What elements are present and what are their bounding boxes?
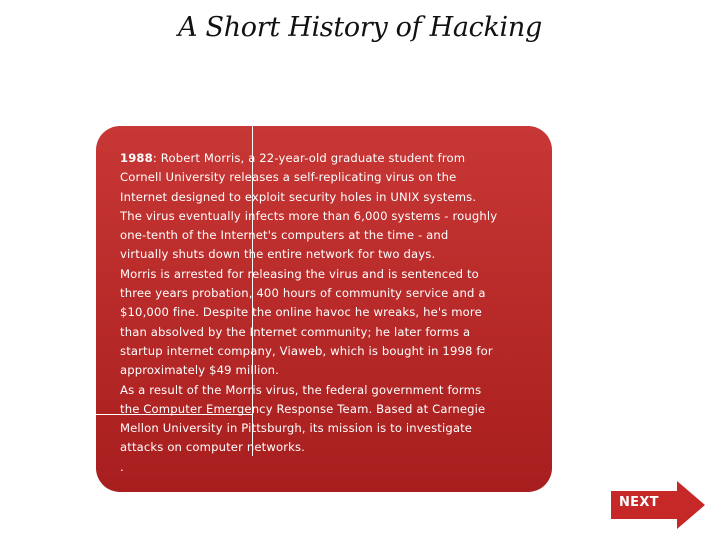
next-label: NEXT [619,495,659,510]
history-line: three years probation, 400 hours of community service and a [120,286,486,301]
history-line: As a result of the Morris virus, the federal government forms [120,382,482,397]
history-line [120,149,540,168]
history-text [120,149,540,477]
slide-title: A Short History of Hacking [178,12,542,43]
history-line: than absolved by the Internet community; he later forms a [120,324,471,339]
history-line: virtually shuts down the entire network for two days. [120,247,436,262]
history-line: Internet designed to exploit security holes in UNIX systems. [120,189,477,204]
history-line: the Computer Emergency Response Team. Based at Carnegie [120,401,486,416]
history-line: Cornell University releases a self-replicating virus on the [120,170,457,185]
year-label: 1988 [120,151,153,165]
next-button[interactable] [611,481,705,529]
history-line: $10,000 fine. Despite the online havoc he wreaks, he's more [120,305,482,320]
history-line: attacks on computer networks. [120,440,305,455]
history-line-text: : Robert Morris, a 22-year-old graduate student from [152,151,466,165]
history-line: one-tenth of the Internet's computers at the time - and [120,228,449,243]
history-line: startup internet company, Viaweb, which is bought in 1998 for [120,343,493,358]
history-line: The virus eventually infects more than 6,000 systems - roughly [120,208,498,223]
history-line: . [120,459,124,474]
history-line: Morris is arrested for releasing the virus and is sentenced to [120,266,479,281]
history-line: Mellon University in Pittsburgh, its mission is to investigate [120,421,473,436]
history-line: approximately $49 million. [120,363,280,378]
